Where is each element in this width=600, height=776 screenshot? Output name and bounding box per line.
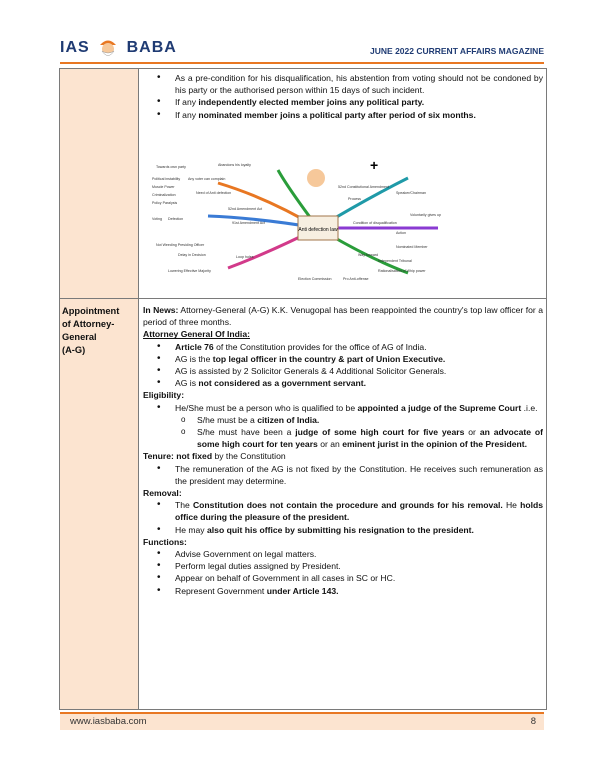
svg-text:Need of Anti defection: Need of Anti defection (196, 191, 232, 195)
list-item: • Advise Government on legal matters. (143, 548, 543, 560)
svg-text:Political instability: Political instability (152, 177, 181, 181)
svg-text:Voluntarily gives up: Voluntarily gives up (410, 213, 441, 217)
sub-item: o S/he must be a citizen of India. (143, 414, 543, 426)
svg-text:Election Commission: Election Commission (298, 277, 332, 281)
iasbaba-logo (60, 36, 177, 60)
svg-text:Condition of disqualification: Condition of disqualification (353, 221, 397, 225)
magazine-title: JUNE 2022 CURRENT AFFAIRS MAGAZINE (370, 46, 544, 56)
svg-text:Abandons his loyalty: Abandons his loyalty (218, 163, 251, 167)
removal-heading: Removal: (143, 488, 182, 499)
svg-text:Process: Process (348, 197, 361, 201)
list-item: • The Constitution does not contain the procedure and grounds for his removal. He holds office during the pleasure of the president. (143, 499, 543, 523)
page-header (60, 34, 544, 64)
list-item: • He/She must be a person who is qualified to be appointed a judge of the Supreme Court .i.e. (143, 402, 543, 414)
top-bullet-list (143, 72, 543, 121)
eligibility-heading: Eligibility: (143, 390, 185, 401)
svg-text:Speaker/Chairman: Speaker/Chairman (396, 191, 426, 195)
svg-text:52nd Constitutional Amendment: 52nd Constitutional Amendment (338, 185, 389, 189)
in-news: In News: Attorney-General (A-G) K.K. Venugopal has been reappointed the country's top law officer for a period of three months. (143, 305, 543, 328)
svg-text:Independent Tribunal: Independent Tribunal (378, 259, 412, 263)
svg-text:+: + (370, 158, 379, 173)
ag-heading: Attorney General Of India: (143, 329, 250, 340)
svg-text:Action: Action (396, 231, 406, 235)
page-footer (60, 714, 544, 730)
functions-heading: Functions: (143, 536, 187, 547)
svg-text:Loop holes: Loop holes (236, 255, 254, 259)
content-table (59, 68, 547, 710)
list-item: • He may also quit his office by submitting his resignation to the president. (143, 524, 543, 536)
tenure-line: Tenure: not fixed by the Constitution (143, 451, 286, 462)
baba-face-icon (97, 36, 119, 60)
svg-text:52nd Amendment Act: 52nd Amendment Act (228, 207, 263, 211)
svg-text:Policy Paralysis: Policy Paralysis (152, 201, 178, 205)
svg-text:Rationalisation of Whip power: Rationalisation of Whip power (378, 269, 426, 273)
page-number: 8 (530, 716, 536, 727)
svg-text:Delay in Decision: Delay in Decision (178, 253, 206, 257)
list-item: • As a pre-condition for his disqualification, his abstention from voting should not be condoned by his party or the authorised person within 15 days of such incident. (143, 72, 543, 96)
svg-text:Defection: Defection (168, 217, 184, 221)
baba-face-icon (307, 169, 325, 187)
list-item: • Article 76 of the Constitution provides for the office of AG of India. (143, 341, 543, 353)
list-item: • Represent Government under Article 143. (143, 585, 543, 597)
header-divider (60, 62, 544, 64)
list-item: • The remuneration of the AG is not fixed by the Constitution. He receives such remuneration as the president may determine. (143, 463, 543, 487)
logo-right-text: BABA (126, 39, 177, 57)
list-item: • If any independently elected member joins any political party. (143, 96, 543, 108)
list-item: • AG is assisted by 2 Solicitor Generals & 4 Additional Solicitor Generals. (143, 365, 543, 377)
svg-text:Muscle Power: Muscle Power (152, 185, 175, 189)
svg-text:Any voter can complain: Any voter can complain (188, 177, 226, 181)
svg-text:Criminalization: Criminalization (152, 193, 176, 197)
row-label: Appointment of Attorney- General (A-G) (62, 306, 120, 355)
list-item: • Perform legal duties assigned by President. (143, 560, 543, 572)
logo-left-text: IAS (60, 39, 90, 57)
svg-text:Not Weeding Presiding Officer: Not Weeding Presiding Officer (156, 243, 205, 247)
list-item: • AG is the top legal officer in the country & part of Union Executive. (143, 353, 543, 365)
svg-text:Way forward: Way forward (358, 253, 379, 257)
svg-text:Towards own party: Towards own party (156, 165, 186, 169)
anti-defection-mindmap (148, 158, 488, 286)
svg-text:Pro Anti-offense: Pro Anti-offense (343, 277, 369, 281)
svg-text:91st Amendment Act: 91st Amendment Act (232, 221, 265, 225)
sub-item: o S/he must have been a judge of some high court for five years or an advocate of some high court for ten years or an eminent jurist in the opinion of the President. (143, 426, 543, 450)
svg-text:Nominated Member: Nominated Member (396, 245, 428, 249)
svg-text:Lowering Effective Majority: Lowering Effective Majority (168, 269, 211, 273)
list-item: • AG is not considered as a government servant. (143, 377, 543, 389)
svg-text:Voting: Voting (152, 217, 162, 221)
attorney-general-section (143, 304, 543, 597)
list-item: • If any nominated member joins a political party after period of six months. (143, 109, 543, 121)
label-column (60, 69, 139, 709)
mindmap-center-label: Anti defection law (298, 227, 338, 233)
footer-url[interactable]: www.iasbaba.com (70, 716, 147, 727)
list-item: • Appear on behalf of Government in all cases in SC or HC. (143, 572, 543, 584)
row-divider (60, 298, 546, 299)
